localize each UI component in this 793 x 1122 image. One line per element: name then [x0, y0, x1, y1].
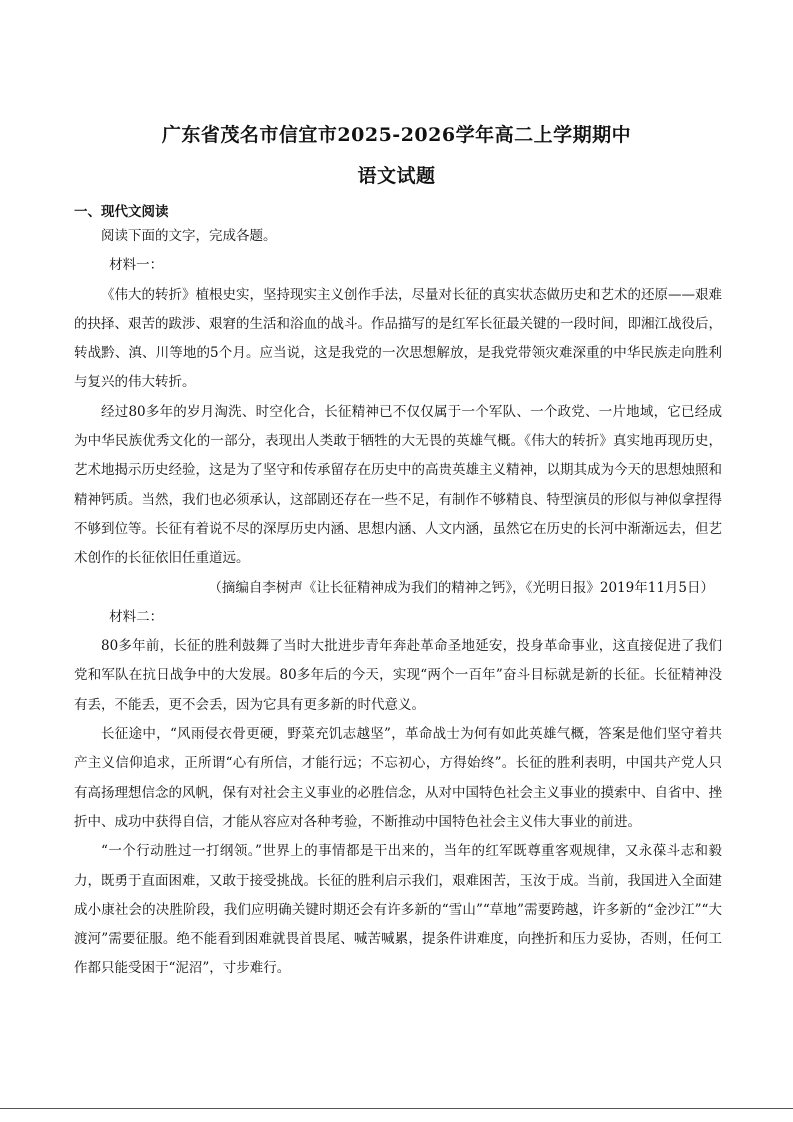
document-subtitle: 语文试题 [357, 165, 436, 187]
reading-passage [74, 222, 722, 984]
document-title: 广东省茂名市信宜市2025-2026学年高二上学期期中 [161, 124, 632, 146]
material-1-source: （摘编自李树声《让长征精神成为我们的精神之钙》，《光明日报》2019年11月5日） [208, 579, 714, 596]
material-1-label: 材料一： [109, 257, 164, 274]
material-2-paragraph: “一个行动胜过一打纲领。”世界上的事情都是干出来的，当年的红军既尊重客观规律，又永葆斗志和毅力，既勇于直面困难，又敢于接受挑战。长征的胜利启示我们，艰难困苦，玉汝于成。当前，我国进入全面建成小康社会的决胜阶段，我们应明确关键时期还会有许多新的“雪山”“草地”需要跨越，许多新的“金沙江”“大渡河”需要征服。绝不能看到困难就畏首畏尾、喊苦喊累，提条件讲难度，向挫折和压力妥协，否则，任何工作都只能受困于“泥沼”，寸步难行。 [74, 843, 722, 977]
material-1-paragraph: 《伟大的转折》植根史实，坚持现实主义创作手法，尽量对长征的真实状态做历史和艺术的还原——艰难的抉择、艰苦的跋涉、艰窘的生活和浴血的战斗。作品描写的是红军长征最关键的一段时间，即湘江战役后，转战黔、滇、川等地的5个月。应当说，这是我党的一次思想解放，是我党带领灾难深重的中华民族走向胜利与复兴的伟大转折。 [74, 286, 722, 391]
section-heading: 一、现代文阅读 [74, 204, 169, 220]
material-2-paragraph: 长征途中，“风雨侵衣骨更硬，野菜充饥志越坚”，革命战士为何有如此英雄气概，答案是他们坚守着共产主义信仰追求，正所谓“心有所信，才能行远；不忘初心，方得始终”。长征的胜利表明，中国共产党人只有高扬理想信念的风帆，保有对社会主义事业的必胜信念，从对中国特色社会主义事业的摸索中、自省中、挫折中、成功中获得自信，才能从容应对各种考验，不断推动中国特色社会主义伟大事业的前进。 [74, 726, 722, 830]
material-2-paragraph: 80多年前，长征的胜利鼓舞了当时大批进步青年奔赴革命圣地延安，投身革命事业，这直接促进了我们党和军队在抗日战争中的大发展。80多年后的今天，实现“两个一百年”奋斗目标就是新的长征。长征精神没有丢，不能丢，更不会丢，因为它具有更多新的时代意义。 [74, 638, 722, 713]
material-1-paragraph: 经过80多年的岁月淘洗、时空化合，长征精神已不仅仅属于一个军队、一个政党、一片地域，它已经成为中华民族优秀文化的一部分，表现出人类敢于牺牲的大无畏的英雄气概。《伟大的转折》真实地再现历史，艺术地揭示历史经验，这是为了坚守和传承留存在历史中的高贵英雄主义精神，以期其成为今天的思想烛照和精神钙质。当然，我们也必须承认，这部剧还存在一些不足，有制作不够精良、特型演员的形似与神似拿捏得不够到位等。长征有着说不尽的深厚历史内涵、思想内涵、人文内涵，虽然它在历史的长河中渐渐远去，但艺术创作的长征依旧任重道远。 [74, 403, 722, 567]
material-2-label: 材料二： [109, 608, 164, 625]
page-bottom-divider [0, 1108, 793, 1109]
instruction-text: 阅读下面的文字，完成各题。 [101, 228, 277, 244]
